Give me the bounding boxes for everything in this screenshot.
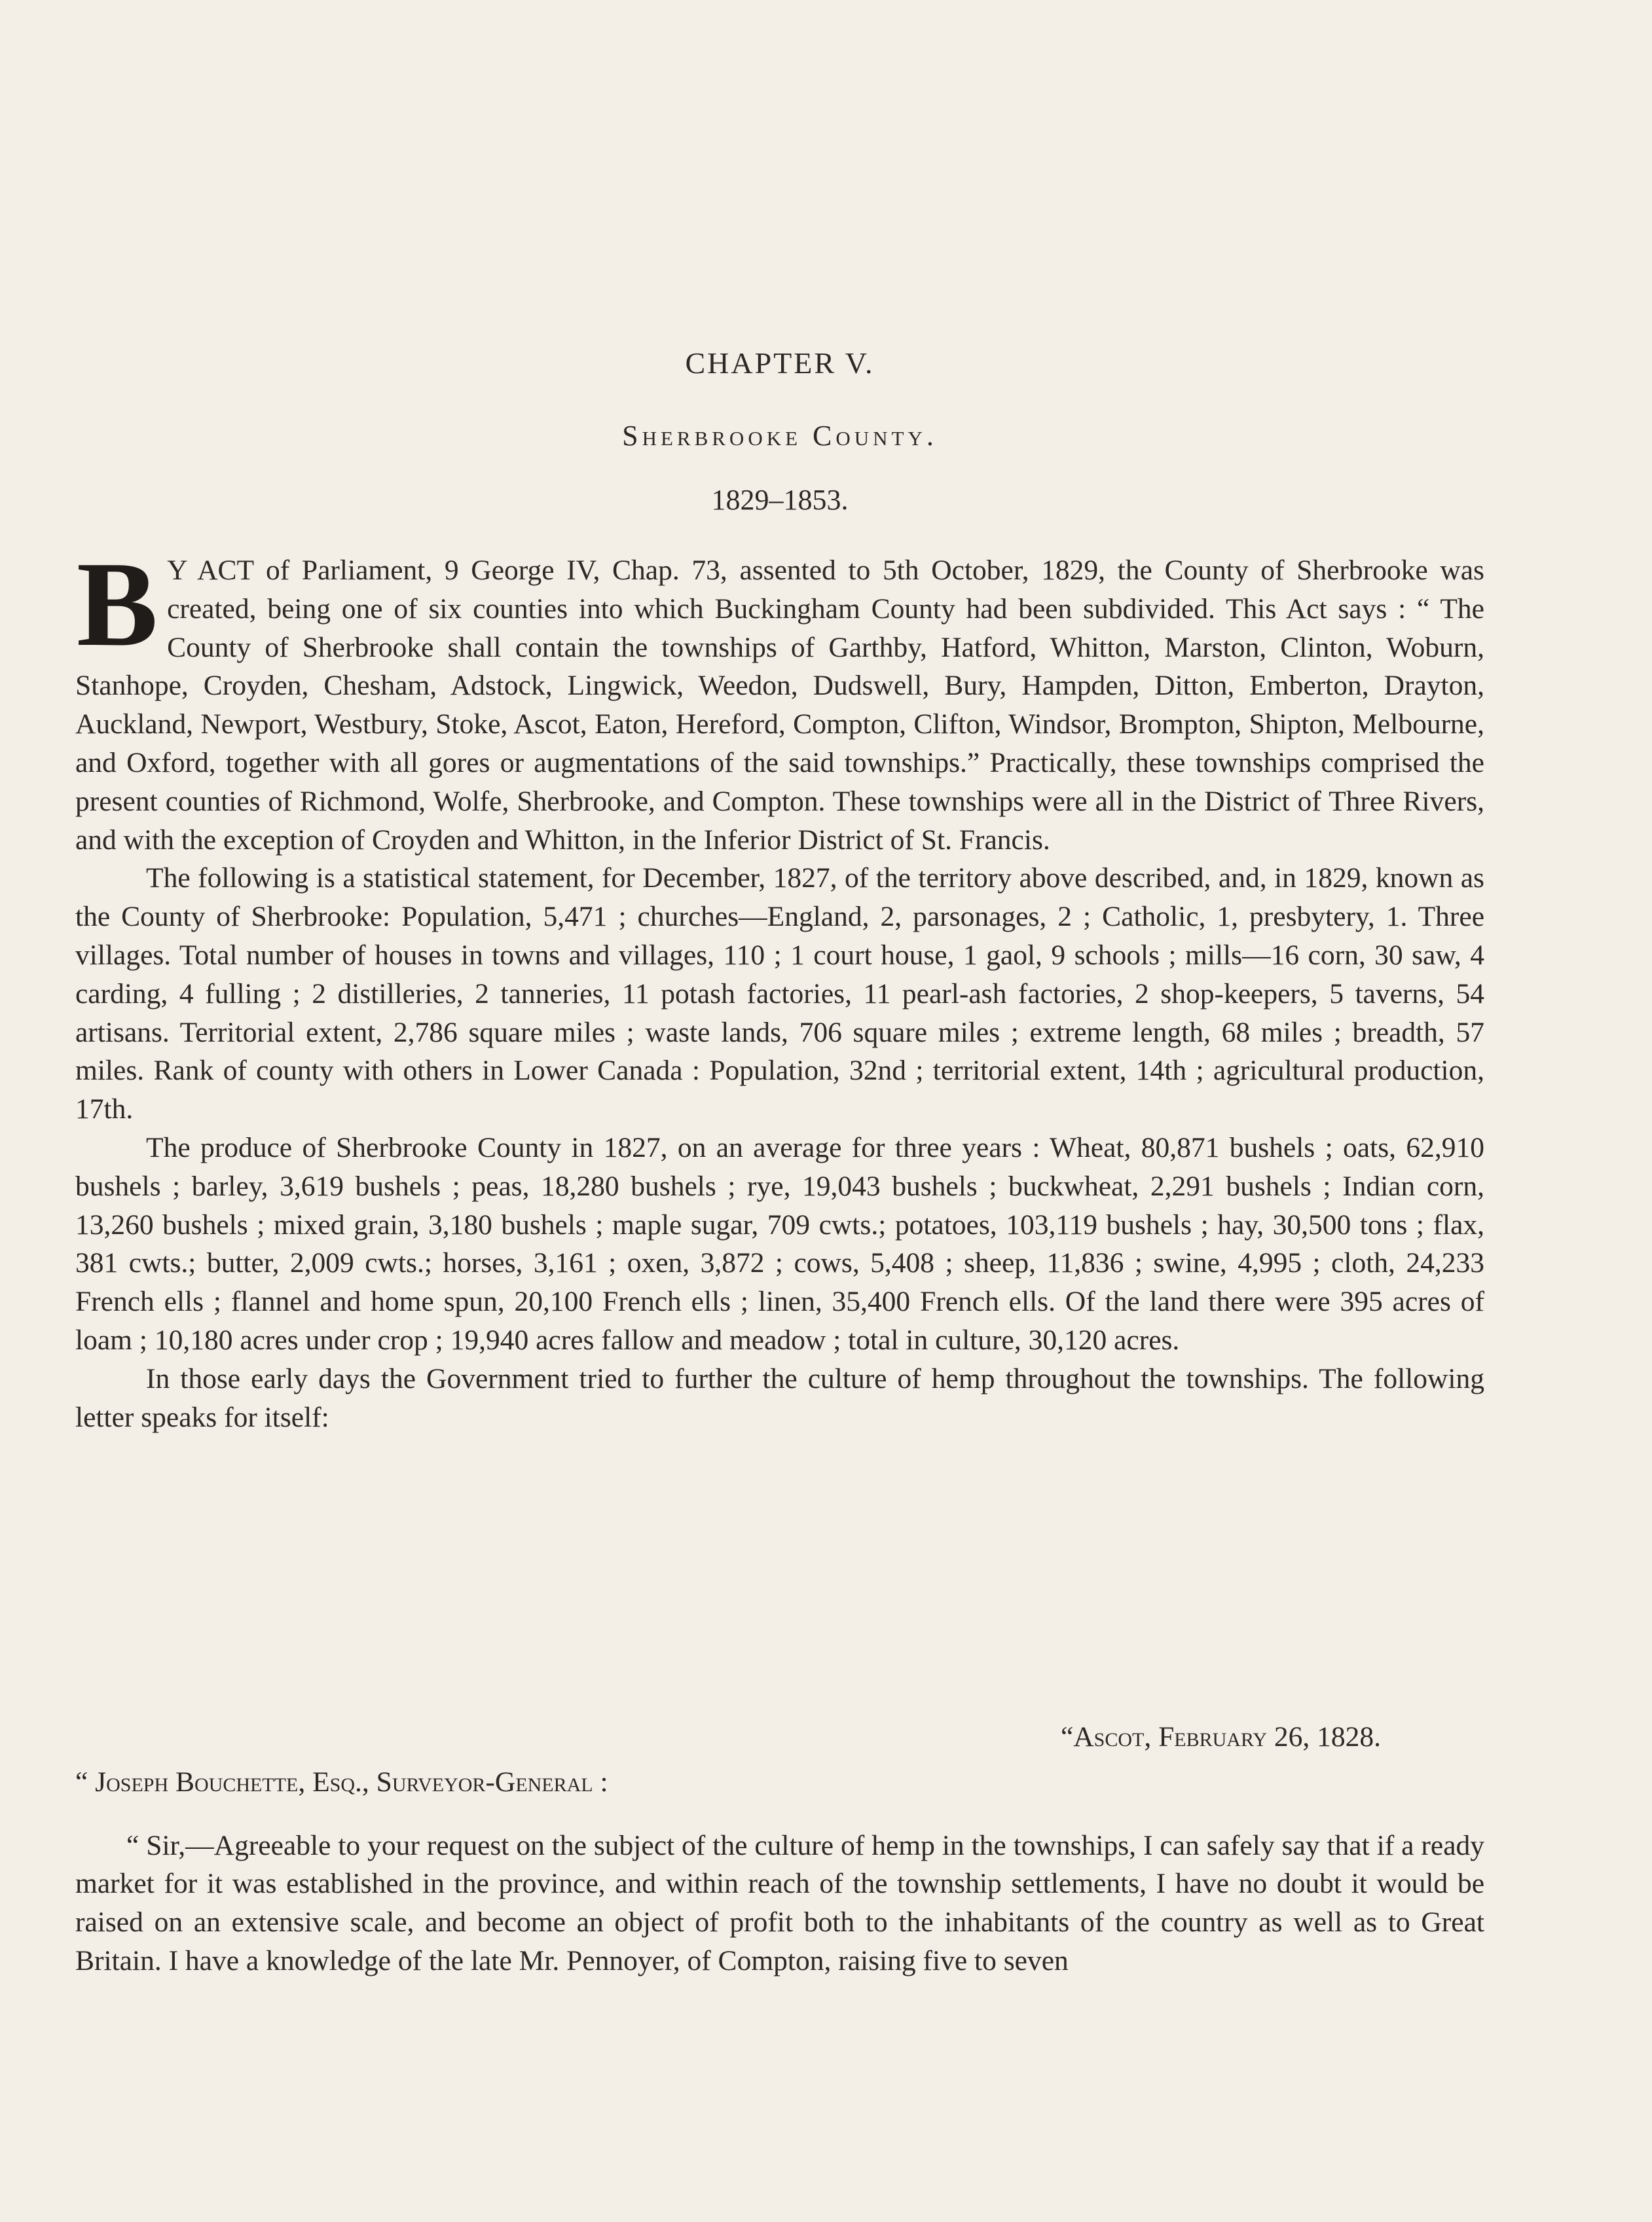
paragraph-2: The following is a statistical statement, for December, 1827, of the territory above described, and, in 1829, known as the County of Sherbrooke: Population, 5,471 ; churches—England, 2, parsonages, 2 ; Catholic, 1, presbytery, 1. Three villages. Total number of houses in towns and villages, 110 ; 1 court house, 1 gaol, 9 schools ; mills—16 corn, 30 saw, 4 carding, 4 fulling ; 2 distilleries, 2 tanneries, 11 potash factories, 11 pearl-ash factories, 2 shop-keepers, 5 taverns, 54 artisans. Territorial extent, 2,786 square miles ; waste lands, 706 square miles ; extreme length, 68 miles ; breadth, 57 miles. Rank of county with others in Lower Canada : Population, 32nd ; territorial extent, 14th ; agricultural production, 17th. [75,862,1484,1125]
letter [75,1718,1484,1980]
chapter-title: CHAPTER V. [685,346,875,380]
letter-dateline: “Ascot, February 26, 1828. [1060,1721,1381,1753]
paragraph-1-text: Y ACT of Parliament, 9 George IV, Chap. 73, assented to 5th October, 1829, the County of Sherbrooke was created, being one of six counties into which Buckingham County had been subdivided. This Act says : “ The County of Sherbrooke shall contain the townships of Garthby, Hatford, Whitton, Marston, Clinton, Woburn, Stanhope, Croyden, Chesham, Adstock, Lingwick, Weedon, Dudswell, Bury, Hampden, Ditton, Emberton, Drayton, Auckland, Newport, Westbury, Stoke, Ascot, Eaton, Hereford, Compton, Clifton, Windsor, Brompton, Shipton, Melbourne, and Oxford, together with all gores or augmentations of the said townships.” Practically, these townships comprised the present counties of Richmond, Wolfe, Sherbrooke, and Compton. These townships were all in the District of Three Rivers, and with the exception of Croyden and Whitton, in the Inferior District of St. Francis. [75,555,1484,856]
date-range: 1829–1853. [711,484,849,516]
section-title: Sherbrooke County. [622,420,938,452]
letter-salutation: “ Joseph Bouchette, Esq., Surveyor-General : [75,1766,608,1798]
paragraph-3: The produce of Sherbrooke County in 1827, on an average for three years : Wheat, 80,871 bushels ; oats, 62,910 bushels ; barley, 3,619 bushels ; peas, 18,280 bushels ; rye, 19,043 bushels ; buckwheat, 2,291 bushels ; Indian corn, 13,260 bushels ; mixed grain, 3,180 bushels ; maple sugar, 709 cwts.; potatoes, 103,119 bushels ; hay, 30,500 tons ; flax, 381 cwts.; butter, 2,009 cwts.; horses, 3,161 ; oxen, 3,872 ; cows, 5,408 ; sheep, 11,836 ; swine, 4,995 ; cloth, 24,233 French ells ; flannel and home spun, 20,100 French ells ; linen, 35,400 French ells. Of the land there were 395 acres of loam ; 10,180 acres under crop ; 19,940 acres fallow and meadow ; total in culture, 30,120 acres. [75,1131,1484,1356]
paragraph-1 [75,537,1484,859]
drop-cap: B [77,537,158,672]
letter-body: “ Sir,—Agreeable to your request on the subject of the culture of hemp in the townships, I can safely say that if a ready market for it was established in the province, and within reach of the township settlements, I have no doubt it would be raised on an extensive scale, and become an object of profit both to the inhabitants of the country as well as to Great Britain. I have a knowledge of the late Mr. Pennoyer, of Compton, raising five to seven [75,1829,1484,1976]
paragraph-4: In those early days the Government tried to further the culture of hemp throughout the townships. The following letter speaks for itself: [75,1362,1484,1433]
main-text [75,537,1484,1436]
book-page [75,0,1484,2222]
